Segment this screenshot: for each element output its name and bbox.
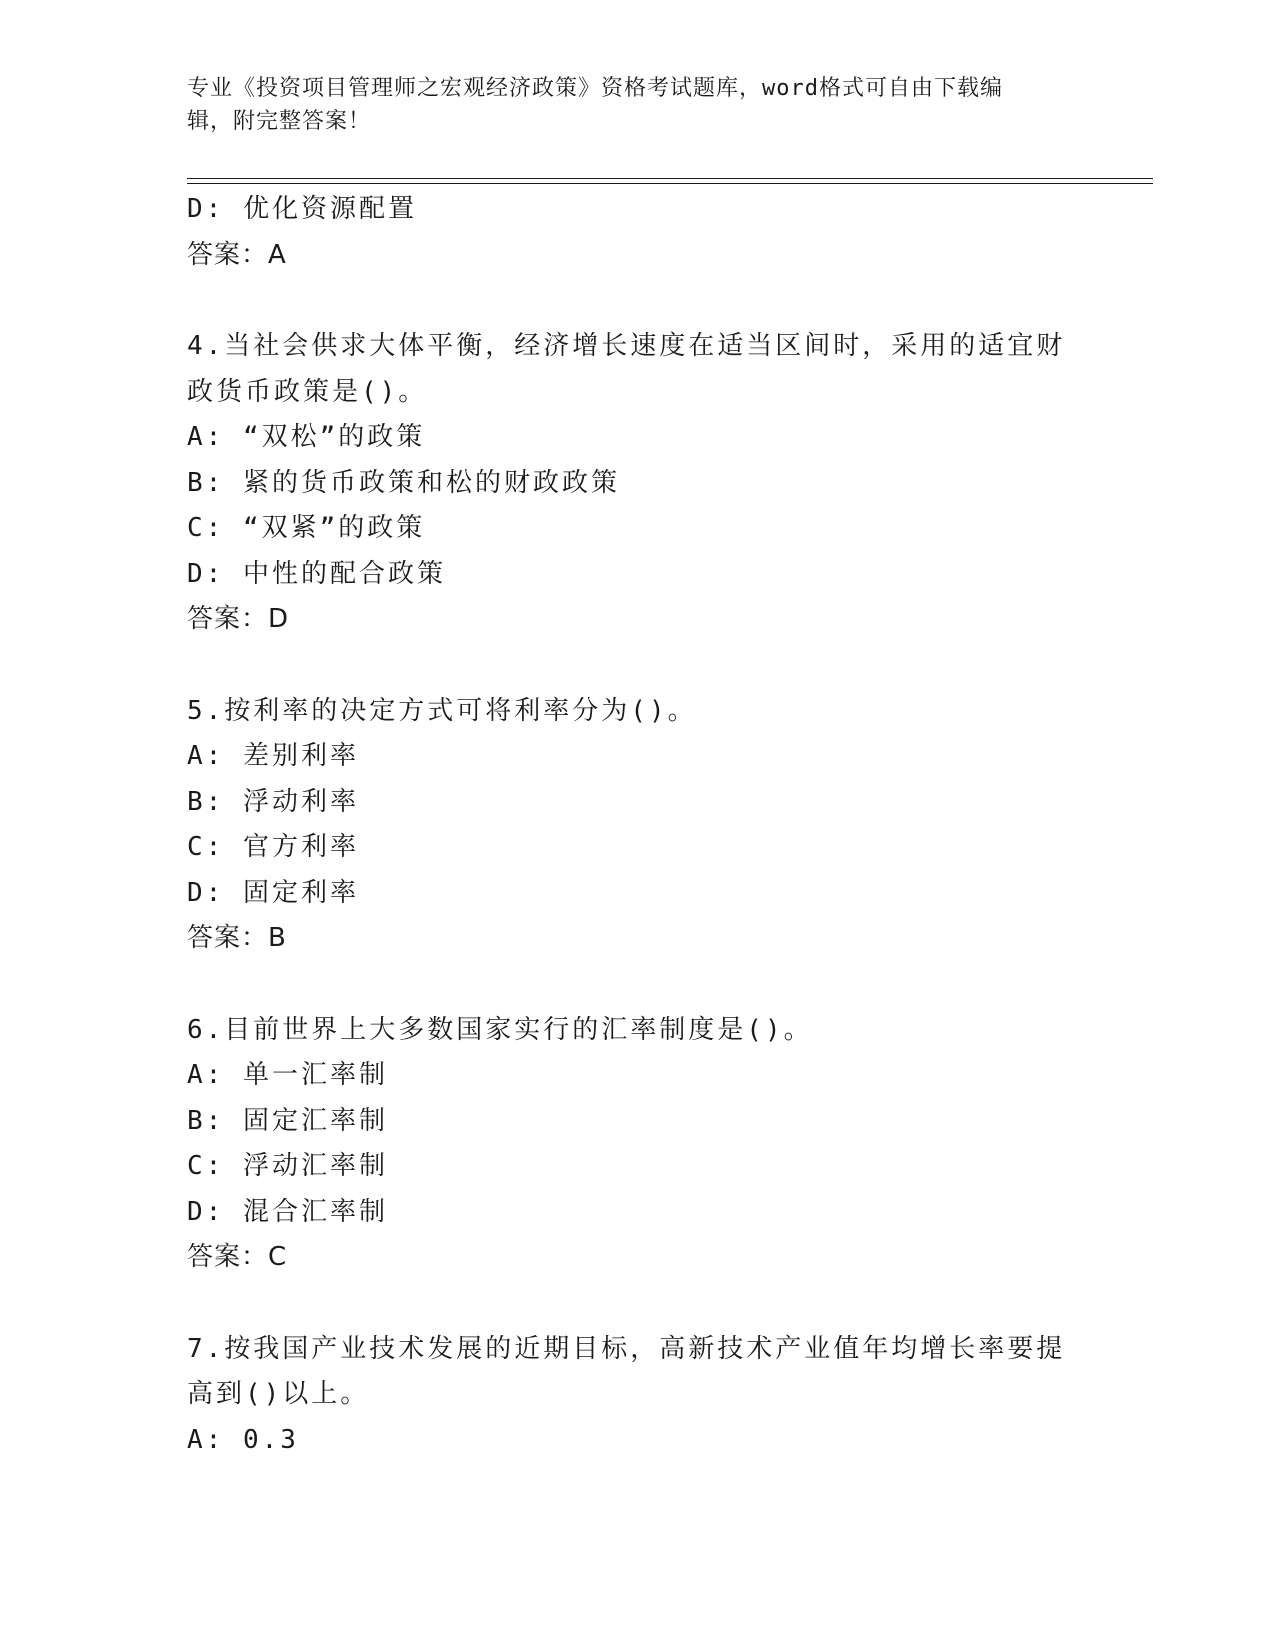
spacer <box>187 962 1067 1008</box>
header-rule-bottom <box>187 183 1153 184</box>
question-block-prev <box>187 187 1067 278</box>
question-text-continued: 高到()以上。 <box>187 1379 370 1409</box>
header-line-2: 辑，附完整答案！ <box>187 109 372 134</box>
option-c: C: 官方利率 <box>187 832 359 862</box>
option-d: D: 混合汇率制 <box>187 1196 388 1227</box>
spacer <box>187 278 1067 324</box>
option-b: B: 浮动利率 <box>187 786 359 817</box>
option-c: C: 浮动汇率制 <box>187 1151 388 1181</box>
option-c: C: “双紧”的政策 <box>187 513 426 543</box>
spacer <box>187 643 1067 689</box>
option-d: D: 固定利率 <box>187 877 359 908</box>
option-b: B: 固定汇率制 <box>187 1105 388 1136</box>
option-a: A: 单一汇率制 <box>187 1060 388 1090</box>
option-d: D: 中性的配合政策 <box>187 558 446 589</box>
question-text: 5.按利率的决定方式可将利率分为()。 <box>187 695 697 726</box>
answer-line: 答案：B <box>187 923 287 953</box>
spacer <box>187 1281 1067 1327</box>
question-text: 6.目前世界上大多数国家实行的汇率制度是()。 <box>187 1014 813 1045</box>
question-list <box>187 187 1067 1463</box>
answer-line: 答案：A <box>187 239 287 270</box>
question-block-4 <box>187 324 1067 643</box>
question-block-5 <box>187 689 1067 962</box>
document-header <box>187 72 1067 138</box>
question-block-7 <box>187 1327 1067 1464</box>
header-rule-top <box>187 178 1153 179</box>
question-text: 4.当社会供求大体平衡，经济增长速度在适当区间时，采用的适宜财 <box>187 331 1066 361</box>
option-b: B: 紧的货币政策和松的财政政策 <box>187 467 620 498</box>
option-d: D: 优化资源配置 <box>187 194 417 224</box>
option-a: A: 差别利率 <box>187 741 359 771</box>
answer-line: 答案：C <box>187 1242 288 1272</box>
option-a: A: 0.3 <box>187 1424 299 1455</box>
question-text-continued: 政货币政策是()。 <box>187 376 428 407</box>
question-block-6 <box>187 1008 1067 1281</box>
question-text: 7.按我国产业技术发展的近期目标，高新技术产业值年均增长率要提 <box>187 1333 1066 1364</box>
answer-line: 答案：D <box>187 604 290 634</box>
option-a: A: “双松”的政策 <box>187 422 426 452</box>
header-line-1: 专业《投资项目管理师之宏观经济政策》资格考试题库，word格式可自由下载编 <box>187 76 1003 101</box>
